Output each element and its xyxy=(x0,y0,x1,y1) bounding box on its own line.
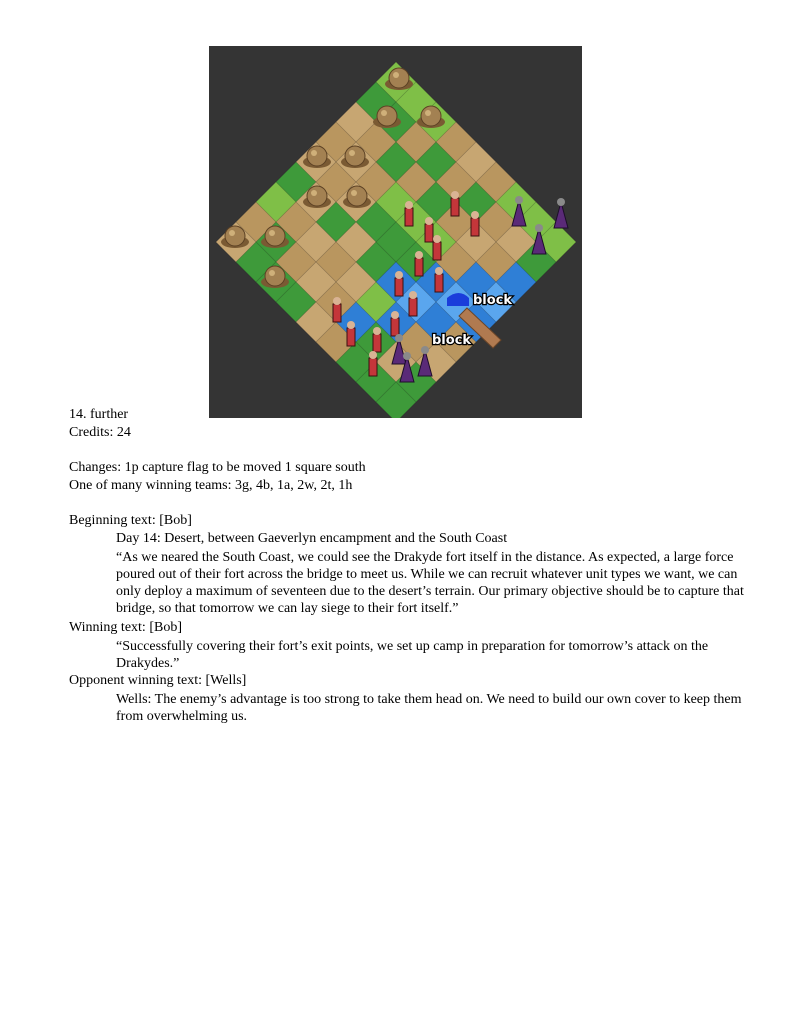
mushroom-grove-icon xyxy=(229,230,235,236)
unit-icon xyxy=(405,201,413,209)
block-label-lower: block xyxy=(432,333,472,348)
mushroom-grove-icon xyxy=(389,68,409,88)
mushroom-grove-icon xyxy=(425,110,431,116)
unit-icon xyxy=(395,334,403,342)
mushroom-grove-icon xyxy=(377,106,397,126)
unit-icon xyxy=(403,352,411,360)
unit-icon xyxy=(405,208,413,226)
scenario-heading: 14. further xyxy=(69,407,129,422)
unit-icon xyxy=(409,298,417,316)
mushroom-grove-icon xyxy=(347,186,367,206)
mushroom-grove-icon xyxy=(307,146,327,166)
mushroom-grove-icon xyxy=(307,186,327,206)
opponent-body: Wells: The enemy’s advantage is too strong to take them head on. We need to build our own cover to keep them from overwhelming us. xyxy=(116,692,742,724)
beginning-day: Day 14: Desert, between Gaeverlyn encampment and the South Coast xyxy=(116,531,508,546)
isometric-map xyxy=(209,46,582,418)
unit-icon xyxy=(373,327,381,335)
winning-body: “Successfully covering their fort’s exit points, we set up camp in preparation for tomorrow’s attack on the Drakydes.” xyxy=(116,639,709,671)
unit-icon xyxy=(515,196,523,204)
winning-label: Winning text: [Bob] xyxy=(69,620,182,635)
unit-icon xyxy=(435,267,443,275)
unit-icon xyxy=(425,217,433,225)
mushroom-grove-icon xyxy=(351,190,357,196)
unit-icon xyxy=(409,291,417,299)
unit-icon xyxy=(425,224,433,242)
mushroom-grove-icon xyxy=(269,270,275,276)
unit-icon xyxy=(433,242,441,260)
unit-icon xyxy=(435,274,443,292)
mushroom-grove-icon xyxy=(269,230,275,236)
mushroom-grove-icon xyxy=(265,266,285,286)
unit-icon xyxy=(451,198,459,216)
unit-icon xyxy=(415,251,423,259)
map-screenshot xyxy=(209,46,582,418)
credits-line: Credits: 24 xyxy=(69,425,131,440)
beginning-body: “As we neared the South Coast, we could see the Drakyde fort itself in the distance. As expected, a large force poured out of their fort across the bridge to meet us. While we can recruit whatever unit types we want, we can only deploy a maximum of seventeen due to the desert’s terrain. Our primary objective should be to capture that bridge, so that tomorrow we can lay siege to their fort itself.” xyxy=(116,550,744,616)
unit-icon xyxy=(433,235,441,243)
mushroom-grove-icon xyxy=(381,110,387,116)
mushroom-grove-icon xyxy=(225,226,245,246)
unit-icon xyxy=(395,271,403,279)
mushroom-grove-icon xyxy=(421,106,441,126)
unit-icon xyxy=(471,218,479,236)
unit-icon xyxy=(391,318,399,336)
block-label-upper: block xyxy=(473,293,513,308)
unit-icon xyxy=(421,346,429,354)
mushroom-grove-icon xyxy=(265,226,285,246)
unit-icon xyxy=(395,278,403,296)
beginning-label: Beginning text: [Bob] xyxy=(69,513,192,528)
mushroom-grove-icon xyxy=(349,150,355,156)
unit-icon xyxy=(369,351,377,359)
unit-icon xyxy=(391,311,399,319)
unit-icon xyxy=(333,297,341,305)
winning-team-line: One of many winning teams: 3g, 4b, 1a, 2w, 2t, 1h xyxy=(69,478,353,493)
mushroom-grove-icon xyxy=(311,150,317,156)
unit-icon xyxy=(373,334,381,352)
unit-icon xyxy=(369,358,377,376)
mushroom-grove-icon xyxy=(311,190,317,196)
unit-icon xyxy=(415,258,423,276)
unit-icon xyxy=(347,328,355,346)
unit-icon xyxy=(333,304,341,322)
changes-line: Changes: 1p capture flag to be moved 1 square south xyxy=(69,460,366,475)
unit-icon xyxy=(557,198,565,206)
unit-icon xyxy=(347,321,355,329)
unit-icon xyxy=(451,191,459,199)
opponent-label: Opponent winning text: [Wells] xyxy=(69,673,247,688)
unit-icon xyxy=(471,211,479,219)
mushroom-grove-icon xyxy=(393,72,399,78)
unit-icon xyxy=(535,224,543,232)
mushroom-grove-icon xyxy=(345,146,365,166)
